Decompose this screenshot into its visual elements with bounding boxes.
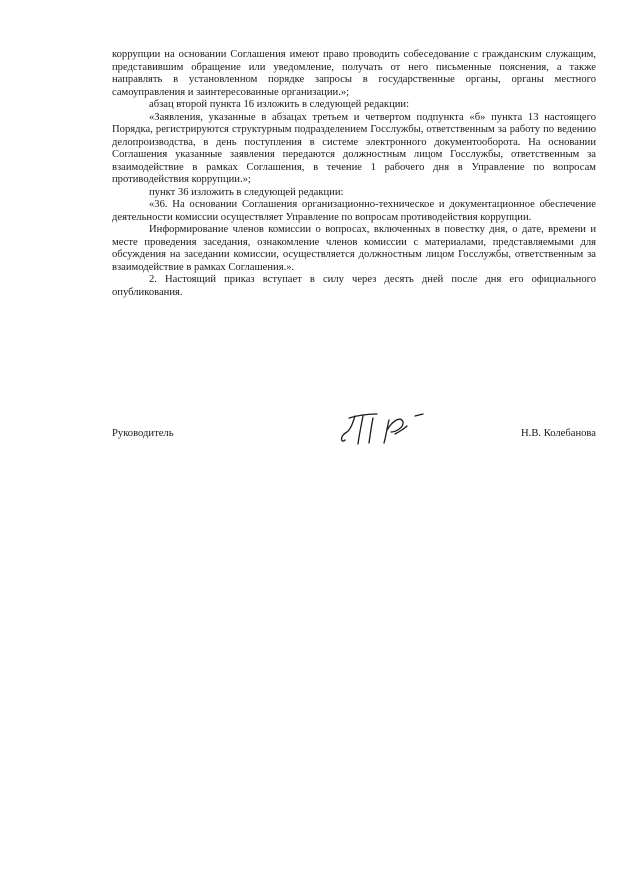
paragraph-6: Информирование членов комиссии о вопросах, включенных в повестку дня, о дате, времени и месте проведения заседания, ознакомление членов комиссии с материалами, представляемыми для обсуждения на заседании комиссии, осуществляется должностным лицом Госслужбы, ответственным за взаимодействие в рамках Соглашения.». — [112, 224, 596, 273]
signatory-name: Н.В. Колебанова — [521, 428, 596, 439]
paragraph-5: «36. На основании Соглашения организационно-техническое и документационное обеспечение деятельности комиссии осуществляет Управление по вопросам противодействия коррупции. — [112, 199, 596, 223]
signatory-position: Руководитель — [112, 428, 174, 439]
signature-block — [112, 424, 596, 444]
document-body — [112, 49, 596, 299]
paragraph-3: «Заявления, указанные в абзацах третьем и четвертом подпункта «б» пункта 13 настоящего Порядка, регистрируются структурным подразделением Госслужбы, ответственным за работу по ведению делопроизводства, в день поступления в системе электронного документооборота. На основании Соглашения указанные заявления передаются должностным лицом Госслужбы, ответственным за взаимодействие в рамках Соглашения, в течение 1 рабочего дня в Управление по вопросам противодействия коррупции.»; — [112, 111, 596, 185]
handwritten-signature-icon — [337, 410, 437, 450]
paragraph-2: абзац второй пункта 16 изложить в следующей редакции: — [149, 99, 410, 110]
paragraph-4: пункт 36 изложить в следующей редакции: — [149, 186, 344, 198]
paragraph-7: 2. Настоящий приказ вступает в силу через десять дней после дня его официального опубликования. — [112, 274, 596, 298]
paragraph-1: коррупции на основании Соглашения имеют право проводить собеседование с гражданским служащим, представившим обращение или уведомление, получать от него письменные пояснения, а также направлять в установленном порядке запросы в государственные органы, органы местного самоуправления и заинтересованные организации.»; — [112, 49, 596, 98]
